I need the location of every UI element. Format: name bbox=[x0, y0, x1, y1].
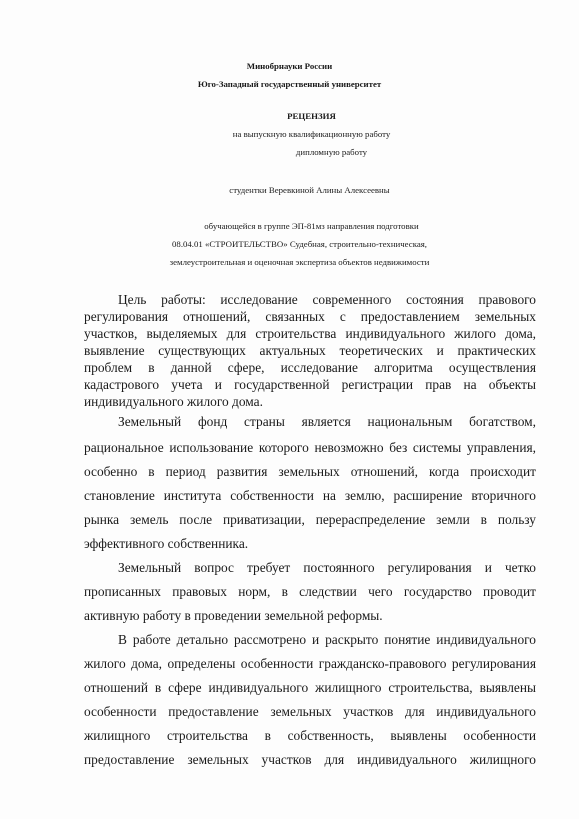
paragraph-2-line: особенно в период развития земельных отношений, когда происходит bbox=[84, 464, 536, 479]
paragraph-4-line: жилого дома, определены особенности гражданско-правового регулирования bbox=[84, 656, 536, 671]
program-line-2: 08.04.01 «СТРОИТЕЛЬСТВО» Судебная, строительно-техническая, bbox=[172, 239, 427, 249]
paragraph-1-line: участков, выделяемых для строительства индивидуального жилого дома, bbox=[84, 326, 536, 341]
university-heading: Юго-Западный государственный университет bbox=[197, 79, 382, 89]
paragraph-4-line: отношений в сфере индивидуального жилищного строительства, выявлены bbox=[84, 680, 536, 695]
paragraph-2-line: становление института собственности на землю, расширение вторичного bbox=[84, 488, 536, 503]
paragraph-1-line: выявление существующих актуальных теоретических и практических bbox=[84, 343, 536, 358]
ministry-heading: Минобрнауки России bbox=[246, 61, 333, 71]
paragraph-2-line: эффективного собственника. bbox=[84, 536, 249, 551]
paragraph-4-line: предоставление земельных участков для индивидуального жилищного bbox=[84, 752, 536, 767]
paragraph-2-line: рациональное использование которого невозможно без системы управления, bbox=[84, 440, 536, 455]
paragraph-1-line: Цель работы: исследование современного состояния правового bbox=[118, 292, 536, 307]
paragraph-3-line: Земельный вопрос требует постоянного регулирования и четко bbox=[118, 560, 536, 575]
document-title: РЕЦЕНЗИЯ bbox=[287, 111, 336, 121]
paragraph-1-line: проблем в данной сфере, исследование алгоритма осуществления bbox=[84, 360, 536, 375]
paragraph-3-line: активную работу в проведении земельной реформы. bbox=[84, 608, 383, 623]
paragraph-4-line: В работе детально рассмотрено и раскрыто понятие индивидуального bbox=[118, 632, 536, 647]
paragraph-4-line: особенности предоставление земельных участков для индивидуального bbox=[84, 704, 536, 719]
paragraph-1-line: регулирования отношений, связанных с предоставлением земельных bbox=[84, 309, 536, 324]
paragraph-3-line: прописанных правовых норм, в следствии чего государство проводит bbox=[84, 584, 536, 599]
paragraph-2-line: рынка земель после приватизации, перераспределение земли в пользу bbox=[84, 512, 536, 527]
paragraph-4-line: жилищного строительства в собственность, выявлены особенности bbox=[84, 728, 536, 743]
paragraph-2-line: Земельный фонд страны является национальным богатством, bbox=[118, 414, 536, 429]
program-line-3: землеустроительная и оценочная экспертиза объектов недвижимости bbox=[169, 257, 430, 267]
title-subline-1: на выпускную квалификационную работу bbox=[232, 129, 391, 139]
paragraph-1-line: кадастрового учета и государственной регистрации прав на объекты bbox=[84, 377, 536, 392]
student-name: студентки Веревкиной Алины Алексеевны bbox=[229, 185, 390, 195]
title-subline-2: дипломную работу bbox=[295, 147, 368, 157]
program-line-1: обучающейся в группе ЭП-81мз направления подготовки bbox=[204, 221, 419, 231]
paragraph-1-line: индивидуального жилого дома. bbox=[84, 394, 263, 409]
